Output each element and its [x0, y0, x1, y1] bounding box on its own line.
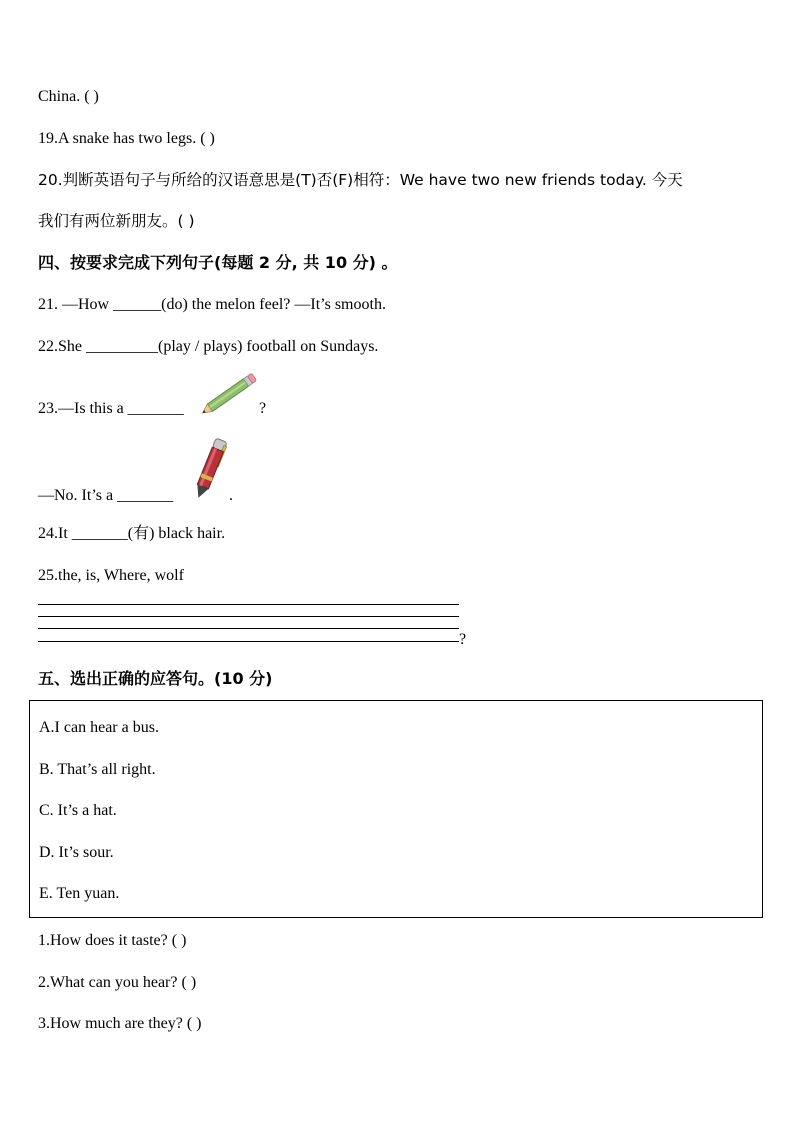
question-23-answer-suffix: .: [229, 487, 233, 504]
question-23-line-2: [38, 486, 173, 506]
pencil-icon: [196, 372, 262, 418]
question-19: 19.A snake has two legs. ( ): [38, 130, 215, 147]
answer-question-1: 1.How does it taste? ( ): [38, 932, 187, 949]
question-20-line-1: 20.判断英语句子与所给的汉语意思是(T)否(F)相符：We have two new friends today. 今天: [38, 171, 683, 189]
question-21: 21. —How ______(do) the melon feel? —It’s smooth.: [38, 296, 386, 313]
option-e: E. Ten yuan.: [39, 885, 120, 902]
section-5-heading: 五、选出正确的应答句。(10 分): [38, 669, 273, 688]
answer-line-3: [38, 628, 459, 629]
option-d: D. It’s sour.: [39, 844, 114, 861]
option-a: A.I can hear a bus.: [39, 719, 159, 736]
question-24: 24.It _______(有) black hair.: [38, 525, 226, 542]
question-23-line-1: [38, 399, 184, 419]
option-c: C. It’s a hat.: [39, 802, 117, 819]
question-23-answer-prefix: —No. It’s a _______: [38, 487, 174, 504]
q18-tail: China. ( ): [38, 88, 99, 105]
question-25-end: ?: [459, 631, 467, 648]
answer-line-1: [38, 604, 459, 605]
answer-question-3: 3.How much are they? ( ): [38, 1015, 202, 1032]
question-25: 25.the, is, Where, wolf: [38, 567, 184, 584]
question-20-line-2: 我们有两位新朋友。( ): [38, 212, 195, 230]
option-b: B. That’s all right.: [39, 761, 156, 778]
question-23-prefix: 23.—Is this a _______: [38, 400, 184, 417]
answer-line-2: [38, 616, 459, 617]
answer-line-4: [38, 641, 459, 642]
options-box: [29, 700, 763, 918]
answer-question-2: 2.What can you hear? ( ): [38, 974, 197, 991]
pen-icon: [188, 436, 232, 502]
section-4-heading: 四、按要求完成下列句子(每题 2 分, 共 10 分) 。: [38, 253, 398, 272]
question-23-suffix: ?: [259, 400, 267, 417]
question-22: 22.She _________(play / plays) football on Sundays.: [38, 338, 379, 355]
